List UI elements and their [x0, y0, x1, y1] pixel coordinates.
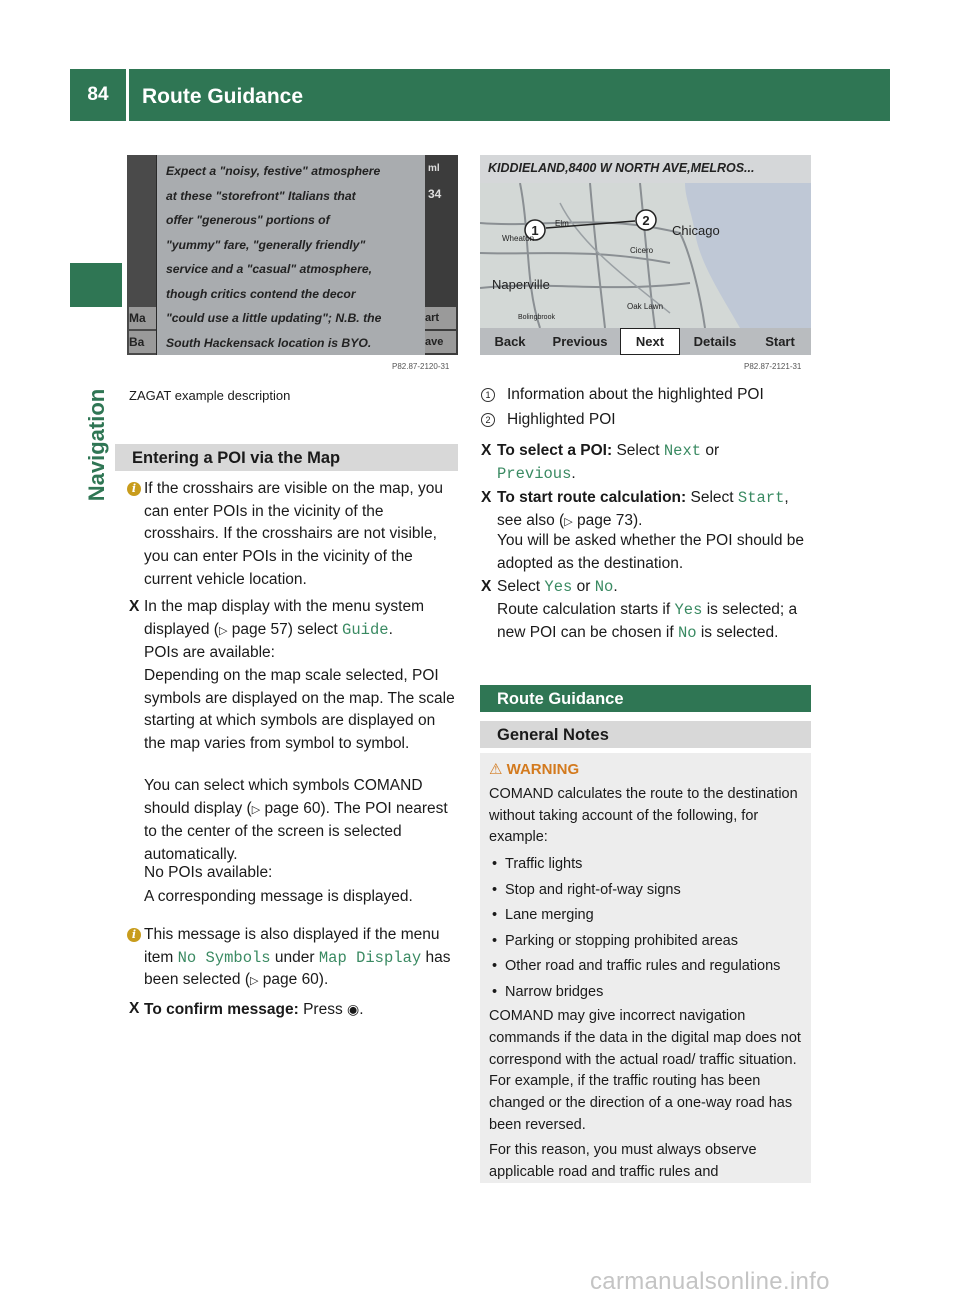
stub-item: ml: [428, 163, 440, 174]
list-item: [492, 929, 806, 955]
list-bullet: •: [492, 907, 498, 924]
map-label-wheaton: Wheaton: [502, 234, 535, 243]
info-note: [131, 924, 462, 993]
paragraph: Depending on the map scale selected, POI symbols are displayed on the map. The scale starting at which symbols are displayed on the map varies from symbol to symbol.: [144, 667, 455, 753]
step-text: .: [613, 578, 618, 595]
list-item: [492, 852, 806, 878]
warning-list: [489, 852, 806, 1005]
info-note: [131, 478, 460, 592]
info-icon: i: [127, 482, 141, 496]
list-bullet: •: [492, 856, 498, 873]
warning-intro: COMAND calculates the route to the destination without taking account of the following, for example:: [489, 786, 798, 846]
map-title: KIDDIELAND,8400 W NORTH AVE,MELROS...: [488, 161, 755, 175]
legend-text: Information about the highlighted POI: [507, 386, 764, 403]
map-softkey-bar: [480, 328, 811, 355]
step-item: [481, 487, 815, 533]
step-text: Select: [686, 489, 738, 506]
legend-text: Highlighted POI: [507, 411, 616, 428]
menu-item-no: No: [594, 578, 614, 596]
menu-item-no-symbols: No Symbols: [177, 948, 271, 967]
stub-item: Ba: [129, 331, 156, 353]
step-bullet: X: [481, 442, 492, 459]
paragraph: [497, 599, 815, 644]
zagat-line: though critics contend the decor: [166, 286, 356, 301]
page-ref-arrow-icon: ▷: [250, 975, 259, 988]
list-item: [492, 878, 806, 904]
step-text: .: [359, 1001, 364, 1018]
next-button[interactable]: Next: [620, 328, 680, 355]
legend-item: [485, 384, 812, 407]
sidebar-section: [82, 330, 112, 560]
step-text: Press: [298, 1001, 347, 1018]
paragraph-text: is selected; a new POI can be chosen if: [497, 601, 798, 641]
zagat-line: South Hackensack location is BYO.: [166, 335, 372, 350]
list-item-text: Narrow bridges: [505, 983, 604, 1000]
stub-item: art: [425, 307, 456, 329]
map-label-oaklawn: Oak Lawn: [627, 302, 664, 311]
menu-item-previous: Previous: [497, 464, 572, 483]
step-text: Select: [612, 442, 664, 459]
step-text: or: [701, 442, 720, 459]
back-button[interactable]: Back: [494, 334, 526, 349]
info-text: This message is also displayed if the menu item: [144, 926, 440, 966]
start-button[interactable]: Start: [765, 334, 795, 349]
section-heading: Entering a POI via the Map: [115, 444, 458, 471]
list-bullet: •: [492, 881, 498, 898]
step-item: [129, 596, 460, 642]
step-bullet: X: [481, 578, 492, 595]
step-bullet: X: [481, 489, 492, 506]
zagat-screenshot: [127, 155, 458, 355]
list-item: [492, 980, 806, 1006]
warning-body: [489, 784, 806, 1184]
step-label: To select a POI:: [497, 442, 613, 459]
map-screenshot: [480, 155, 811, 355]
step-text: , see also (: [497, 489, 789, 529]
step-text: In the map display with the menu system displayed (: [144, 598, 424, 638]
info-text: has been selected (: [144, 948, 451, 989]
map-label-bolingbrook: Bolingbrook: [518, 314, 555, 321]
step-text: or: [572, 578, 595, 595]
paragraph: A corresponding message is displayed.: [144, 888, 413, 905]
paragraph-text: You can select which symbols COMAND should display (: [144, 777, 423, 817]
menu-item-guide: Guide: [342, 620, 389, 639]
list-item-text: Other road and traffic rules and regulations: [505, 958, 781, 975]
list-bullet: •: [492, 932, 498, 949]
map-label-cicero: Cicero: [630, 246, 654, 255]
paragraph: POIs are available:: [144, 644, 275, 661]
paragraph: You will be asked whether the POI should be adopted as the destination.: [497, 532, 805, 572]
list-item: [492, 954, 806, 980]
warning-paragraph: COMAND may give incorrect navigation commands if the data in the digital map does not correspond with the actual road/ traffic situation. For example, if the traffic routing has been changed or the direction of a one-way road has been reversed.: [489, 1008, 801, 1133]
step-text: Select: [497, 578, 545, 595]
menu-item-start: Start: [737, 489, 785, 507]
stub-item: 34: [428, 187, 442, 201]
list-item-text: Traffic lights: [505, 856, 583, 873]
page-number: 84: [87, 84, 109, 105]
warning-triangle-icon: ⚠: [489, 761, 503, 778]
footer-watermark: carmanualsonline.info: [590, 1268, 830, 1295]
section-heading-route-guidance: Route Guidance: [480, 685, 811, 712]
warning-header: [489, 760, 799, 778]
zagat-line: offer "generous" portions of: [166, 213, 330, 227]
section-heading-general-notes: General Notes: [480, 721, 811, 748]
zagat-right-stub: [425, 155, 458, 355]
info-text: page 60).: [258, 971, 329, 989]
zagat-line: service and a "casual" atmosphere,: [166, 262, 372, 276]
list-bullet: •: [492, 983, 498, 1000]
menu-item-map-display: Map Display: [318, 948, 422, 967]
page-ref-arrow-icon: ▷: [251, 803, 261, 816]
zagat-text-panel: [157, 155, 425, 355]
paragraph-text: is selected.: [696, 623, 779, 641]
paragraph-text: page 60). The POI nearest to the center of the screen is selected automatically.: [144, 799, 448, 864]
info-text: If the crosshairs are visible on the map, you can enter POIs in the vicinity of the crosshairs. If the crosshairs are not visible, you can enter POIs in the vicinity of the current vehicle location.: [144, 480, 443, 588]
zagat-line: "yummy" fare, "generally friendly": [166, 237, 366, 252]
step-label: To confirm message:: [144, 1001, 299, 1018]
page-title: Route Guidance: [142, 85, 304, 108]
step-text: .: [571, 464, 576, 482]
legend-marker-2-icon: 2: [481, 413, 495, 427]
warning-paragraph: For this reason, you must always observe applicable road and traffic rules and: [489, 1142, 757, 1181]
step-item: [129, 998, 460, 1022]
info-text: under: [270, 948, 319, 966]
paragraph-text: Route calculation starts if: [497, 601, 675, 618]
zagat-line: at these "storefront" Italians that: [166, 188, 356, 203]
paragraph: No POIs available:: [144, 864, 273, 881]
map-label-elm: Elm: [555, 219, 569, 228]
marker-1: 1: [531, 223, 539, 238]
list-bullet: •: [492, 958, 498, 975]
page-ref-arrow-icon: ▷: [218, 624, 228, 637]
map-title-bar: [480, 155, 811, 185]
figure-code: P82.87-2121-31: [744, 362, 802, 371]
zagat-line: Expect a "noisy, festive" atmosphere: [166, 164, 381, 178]
figure-code: P82.87-2120-31: [392, 362, 450, 371]
previous-button[interactable]: Previous: [552, 334, 608, 349]
list-item-text: Stop and right-of-way signs: [505, 881, 681, 898]
legend-item: [485, 409, 812, 432]
step-item: [481, 440, 813, 485]
page-ref-arrow-icon: ▷: [564, 515, 573, 528]
step-bullet: X: [129, 598, 140, 615]
stub-item: Ma: [129, 307, 156, 329]
map-canvas: [480, 183, 811, 328]
marker-2: 2: [642, 213, 650, 228]
step-text: .: [388, 620, 393, 638]
menu-item-no: No: [677, 623, 697, 642]
stub-item: ave: [425, 331, 456, 353]
figure-caption: ZAGAT example description: [129, 388, 291, 403]
paragraph: [144, 775, 460, 867]
menu-item-yes: Yes: [674, 601, 703, 619]
step-text: page 57) select: [227, 620, 343, 638]
legend-marker-1-icon: 1: [481, 388, 495, 402]
list-item-text: Lane merging: [505, 907, 594, 924]
step-item: [481, 576, 813, 599]
step-text: page 73).: [572, 511, 643, 529]
sidebar-label: Navigation: [84, 388, 109, 502]
list-item-text: Parking or stopping prohibited areas: [505, 932, 738, 949]
menu-item-yes: Yes: [544, 578, 573, 596]
details-button[interactable]: Details: [693, 334, 737, 349]
header-divider: [126, 69, 129, 121]
controller-press-icon: ◉: [347, 1001, 360, 1017]
list-item: [492, 903, 806, 929]
step-label: To start route calculation:: [497, 489, 687, 506]
sidebar-tab: [70, 263, 122, 307]
warning-title: WARNING: [506, 761, 580, 778]
map-label-chicago: Chicago: [672, 223, 720, 238]
menu-item-next: Next: [663, 442, 702, 460]
map-label-naperville: Naperville: [492, 277, 550, 292]
zagat-left-stub: [127, 155, 156, 355]
info-icon: i: [127, 928, 141, 942]
step-bullet: X: [129, 1000, 140, 1017]
zagat-line: "could use a little updating"; N.B. the: [166, 311, 382, 325]
